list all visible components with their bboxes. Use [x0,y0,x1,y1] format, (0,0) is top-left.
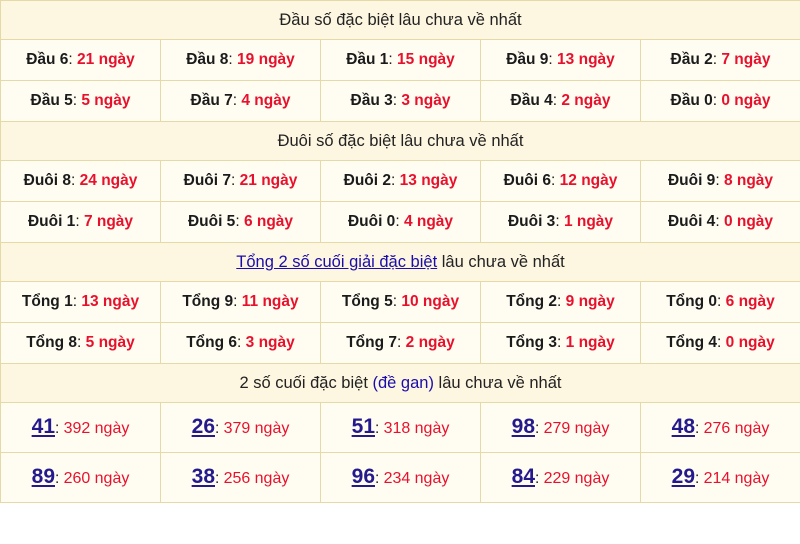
stat-cell [481,40,641,81]
stat-label: Đầu 9 [506,51,549,68]
stat-unit: ngày [578,334,615,351]
stat-value: 256 [223,469,251,487]
stat-value: 0 [723,213,733,230]
stat-separator: : [395,213,400,230]
stat-label: Đầu 8 [186,51,229,68]
stat-cell [321,323,481,364]
stat-label: Đầu 7 [190,92,233,109]
header-paren-link[interactable]: (đề gan) [372,374,434,392]
stat-separator: : [551,172,556,189]
stat-cell [1,282,161,323]
stat-label: Tổng 7 [346,334,398,351]
stat-value: 15 [397,51,415,68]
stat-label: Đầu 6 [26,51,69,68]
stat-label: Tổng 9 [182,293,234,310]
table-row [1,282,800,323]
stat-label: Đầu 1 [346,51,389,68]
section-header-row [1,364,800,403]
stat-separator: : [72,293,78,310]
section-header-row [1,1,800,40]
stat-separator: : [391,172,396,189]
table-row [1,323,800,364]
stat-label: Tổng 6 [186,334,238,351]
stat-value: 13 [81,293,99,310]
stat-cell [481,161,641,202]
stat-unit: ngày [101,172,138,189]
stat-unit: ngày [734,92,771,109]
stat-label[interactable]: 48 [671,414,695,438]
stat-separator: : [72,92,78,109]
stat-unit: ngày [574,469,610,487]
stat-cell [161,453,321,503]
table-row [1,161,800,202]
stat-unit: ngày [574,92,611,109]
stat-value: 279 [543,419,571,437]
stat-unit: ngày [258,334,295,351]
stat-label: Đuôi 7 [183,172,231,189]
stat-label: Đầu 3 [350,92,393,109]
stat-label: Đuôi 2 [343,172,391,189]
stat-unit: ngày [258,51,295,68]
header-prefix-text: 2 số cuối đặc biệt [239,374,373,392]
stat-unit: ngày [261,172,298,189]
stat-cell [481,282,641,323]
stat-value: 7 [721,51,730,68]
stat-value: 12 [559,172,577,189]
stat-unit: ngày [94,469,130,487]
header-suffix-text: lâu chưa về nhất [437,253,565,271]
stat-label: Tổng 1 [21,293,73,310]
stat-separator: : [557,293,562,310]
table-row [1,453,800,503]
stat-cell [321,81,481,122]
stat-cell [1,453,161,503]
stat-cell [641,453,800,503]
stat-value: 229 [543,469,571,487]
stat-unit: ngày [574,419,610,437]
stat-unit: ngày [421,172,458,189]
stat-unit: ngày [98,334,135,351]
stat-unit: ngày [418,51,455,68]
stat-separator: : [68,51,73,68]
stat-cell [641,282,800,323]
stat-unit: ngày [734,469,770,487]
stat-value: 19 [237,51,255,68]
stat-cell [641,40,800,81]
stat-value: 392 [63,419,91,437]
stat-label[interactable]: 98 [511,414,535,438]
stat-label: Đầu 2 [670,51,713,68]
stat-label[interactable]: 38 [191,464,215,488]
section-header-2-so-cuoi-de-gan [1,364,800,403]
stat-cell [321,202,481,243]
stat-separator: : [375,419,380,437]
stat-separator: : [228,51,233,68]
stat-label: Tổng 3 [506,334,558,351]
stat-unit: ngày [98,51,135,68]
table-row [1,403,800,453]
stat-cell [161,161,321,202]
stat-cell [1,40,161,81]
stat-cell [161,403,321,453]
stat-cell [1,161,161,202]
stat-unit: ngày [414,92,451,109]
stat-separator: : [717,334,722,351]
header-suffix-text: lâu chưa về nhất [433,374,562,392]
stat-separator: : [215,469,220,487]
stat-label: Tổng 4 [666,334,718,351]
stat-separator: : [231,172,236,189]
stat-separator: : [77,334,82,351]
table-row [1,40,800,81]
table-row [1,202,800,243]
stat-label: Đuôi 9 [667,172,716,189]
section-header-row [1,243,800,282]
stat-cell [641,161,800,202]
stat-value: 21 [77,51,95,68]
stat-separator: : [233,293,238,310]
stat-value: 13 [557,51,575,68]
stat-label[interactable]: 84 [511,464,535,488]
stat-value: 13 [399,172,417,189]
stat-unit: ngày [738,293,775,310]
stat-cell [481,403,641,453]
stat-cell [641,403,800,453]
stat-value: 21 [239,172,257,189]
stat-label: Đuôi 1 [27,213,76,230]
stat-separator: : [555,213,560,230]
stat-unit: ngày [736,172,774,189]
stat-value: 234 [383,469,411,487]
stat-cell [161,282,321,323]
stat-unit: ngày [256,213,294,230]
stat-unit: ngày [734,419,770,437]
stat-separator: : [235,213,240,230]
stat-label: Tổng 2 [506,293,558,310]
stat-unit: ngày [738,334,775,351]
stat-unit: ngày [254,92,291,109]
stat-value: 7 [83,213,93,230]
stat-unit: ngày [414,469,450,487]
stat-value: 0 [725,334,735,351]
stat-cell [481,453,641,503]
stat-separator: : [392,293,398,310]
stat-label: Tổng 0 [666,293,718,310]
stat-cell [161,81,321,122]
stat-unit: ngày [414,419,450,437]
stat-cell [1,403,161,453]
stat-label: Đuôi 6 [503,172,551,189]
stat-label[interactable]: 89 [31,464,55,488]
stat-cell [161,202,321,243]
section-header-row [1,122,800,161]
stat-value: 24 [79,172,97,189]
stat-value: 3 [401,92,410,109]
stat-value: 3 [245,334,255,351]
stat-separator: : [71,172,76,189]
stat-value: 318 [383,419,411,437]
stat-label[interactable]: 29 [671,464,695,488]
stat-label: Đuôi 0 [347,213,396,230]
stat-separator: : [397,334,402,351]
stat-separator: : [715,172,720,189]
stat-label: Đầu 5 [30,92,73,109]
stat-unit: ngày [578,293,615,310]
stat-unit: ngày [254,419,290,437]
stat-value: 4 [403,213,413,230]
stat-separator: : [237,334,242,351]
stat-value: 8 [723,172,733,189]
stat-separator: : [712,51,718,68]
stat-unit: ngày [416,213,454,230]
stat-value: 5 [85,334,95,351]
stat-separator: : [535,419,540,437]
stat-cell [321,453,481,503]
stat-separator: : [535,469,540,487]
stat-cell [1,81,161,122]
stat-label[interactable]: 51 [351,414,375,438]
stat-unit: ngày [578,51,615,68]
stat-separator: : [557,334,562,351]
stat-separator: : [232,92,238,109]
stat-cell [321,282,481,323]
stat-value: 379 [223,419,251,437]
stat-cell [481,81,641,122]
stat-cell [1,202,161,243]
stat-label: Tổng 8 [26,334,78,351]
stat-separator: : [695,419,700,437]
stat-cell [321,40,481,81]
stat-value: 260 [63,469,91,487]
header-title-text: Đầu số đặc biệt lâu chưa về nhất [279,11,522,29]
stat-value: 2 [561,92,570,109]
stat-label: Đuôi 3 [507,213,556,230]
stat-cell [641,81,800,122]
stat-separator: : [715,213,720,230]
stat-label[interactable]: 41 [31,414,55,438]
stat-value: 6 [725,293,735,310]
stat-unit: ngày [96,213,134,230]
stat-value: 4 [241,92,250,109]
stat-separator: : [695,469,700,487]
stat-cell [481,323,641,364]
section-header-dau-so-dac-biet [1,1,800,40]
stat-unit: ngày [102,293,140,310]
stat-cell [481,202,641,243]
section-header-tong-2-so-cuoi [1,243,800,282]
header-link[interactable]: Tổng 2 số cuối giải đặc biệt [236,253,438,271]
stat-unit: ngày [418,334,455,351]
stat-value: 214 [703,469,731,487]
stat-value: 1 [563,213,573,230]
table-row [1,81,800,122]
stat-unit: ngày [262,293,299,310]
stat-separator: : [392,92,398,109]
stat-cell [321,161,481,202]
stat-value: 0 [721,92,730,109]
stat-unit: ngày [94,92,131,109]
stat-label: Tổng 5 [341,293,393,310]
stat-label: Đầu 4 [510,92,553,109]
header-title-text: Đuôi số đặc biệt lâu chưa về nhất [277,132,524,150]
stat-separator: : [55,469,60,487]
stat-value: 10 [401,293,419,310]
stat-value: 6 [243,213,253,230]
stat-value: 2 [405,334,415,351]
stat-separator: : [717,293,722,310]
stat-unit: ngày [736,213,774,230]
stat-label: Đuôi 5 [187,213,236,230]
stat-separator: : [215,419,220,437]
stat-separator: : [75,213,80,230]
stat-cell [1,323,161,364]
stat-cell [641,323,800,364]
stat-separator: : [375,469,380,487]
stat-cell [161,40,321,81]
stat-cell [321,403,481,453]
stat-cell [161,323,321,364]
section-header-duoi-so-dac-biet [1,122,800,161]
stat-unit: ngày [422,293,460,310]
stat-separator: : [552,92,558,109]
stat-label[interactable]: 26 [191,414,215,438]
stat-label[interactable]: 96 [351,464,375,488]
stat-unit: ngày [576,213,614,230]
stat-unit: ngày [254,469,290,487]
stat-value: 9 [565,293,575,310]
stat-unit: ngày [94,419,130,437]
stat-value: 5 [81,92,90,109]
stat-cell [641,202,800,243]
stat-unit: ngày [581,172,618,189]
stat-separator: : [712,92,718,109]
stat-label: Đuôi 8 [23,172,71,189]
stat-separator: : [55,419,60,437]
stat-separator: : [548,51,553,68]
stat-label: Đuôi 4 [667,213,716,230]
stat-separator: : [388,51,393,68]
stat-value: 1 [565,334,575,351]
stat-value: 11 [241,293,259,310]
stat-label: Đầu 0 [670,92,713,109]
stat-unit: ngày [734,51,771,68]
stat-value: 276 [703,419,731,437]
